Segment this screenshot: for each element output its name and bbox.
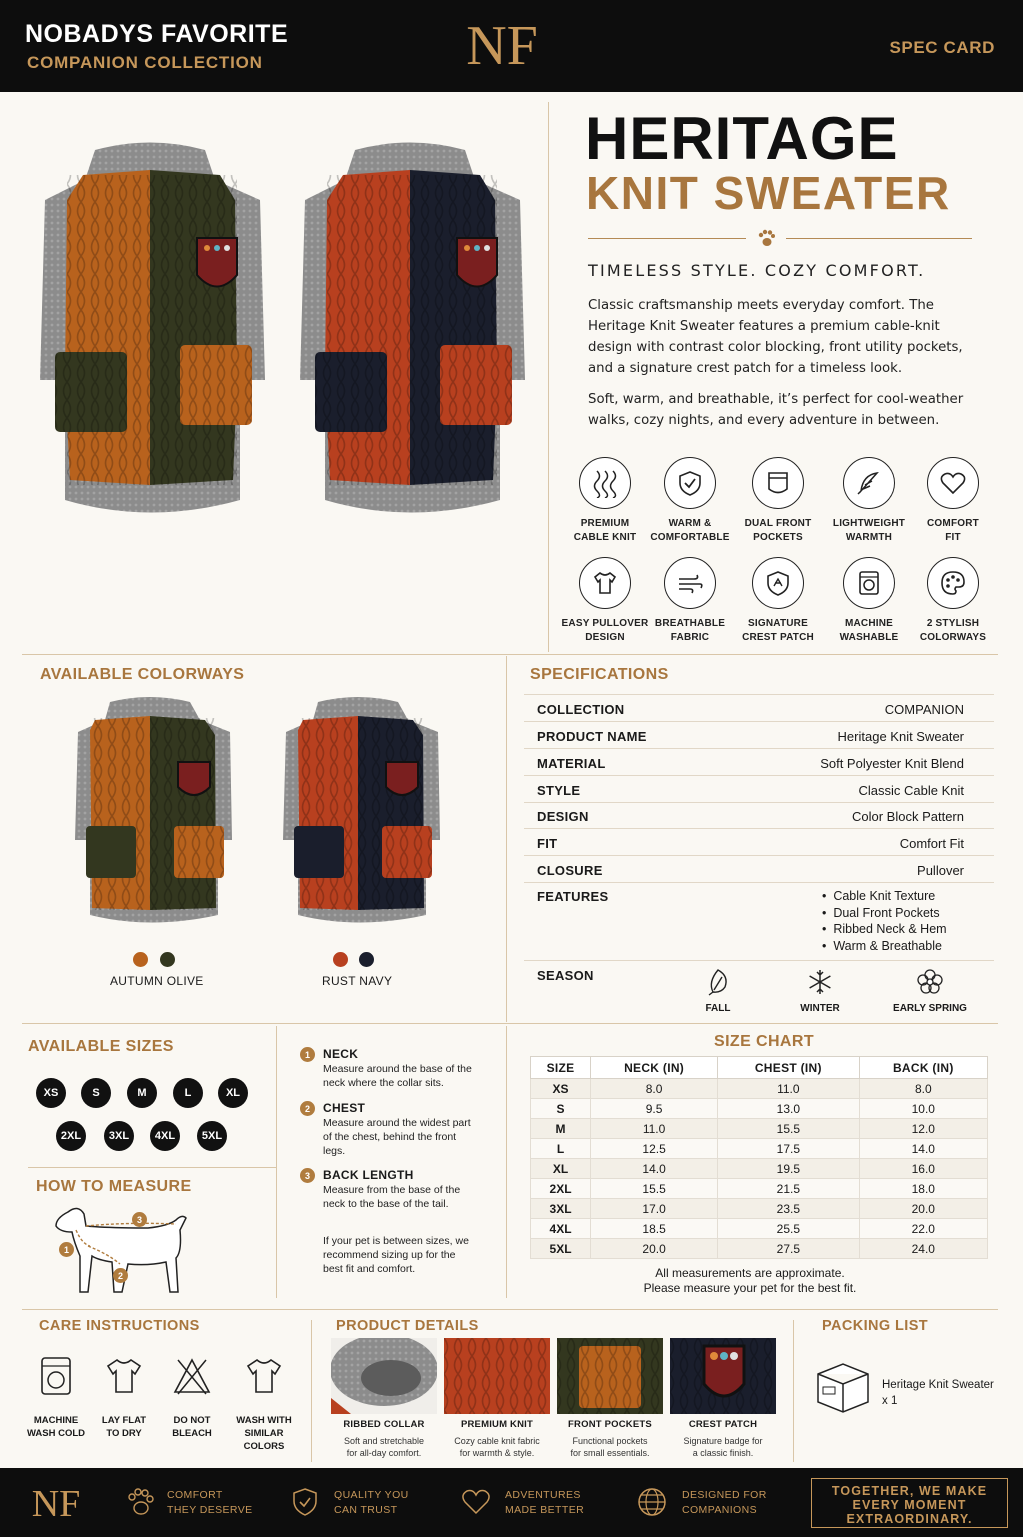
- size-chart-cell: 15.5: [718, 1119, 860, 1139]
- size-chart-cell: S: [531, 1099, 591, 1119]
- detail-image-premium-knit: [444, 1338, 550, 1414]
- size-chart-cell: 17.0: [591, 1199, 718, 1219]
- feature-premium-cable-knit: PREMIUM CABLE KNIT: [560, 457, 650, 545]
- size-chart-cell: 27.5: [718, 1239, 860, 1259]
- size-chart-cell: 14.0: [859, 1139, 987, 1159]
- feature-dual-front-pockets: DUAL FRONT POCKETS: [733, 457, 823, 545]
- product-title-line1: HERITAGE: [585, 105, 899, 172]
- spec-key: MATERIAL: [537, 756, 606, 771]
- description-paragraph-2: Soft, warm, and breathable, it’s perfect for cool-weather walks, cozy nights, and every adventure in between.: [588, 392, 964, 428]
- detail-image-crest-patch: [670, 1338, 776, 1414]
- size-chart-cell: 12.5: [591, 1139, 718, 1159]
- size-5xl[interactable]: 5XL: [197, 1121, 227, 1151]
- knit-icon: [579, 457, 631, 509]
- tshirt-icon: [244, 1356, 284, 1396]
- colorway-autumn-olive-image: [75, 697, 232, 923]
- header-bar: [0, 0, 1023, 92]
- flower-icon: [916, 968, 944, 996]
- shield-check-icon: [664, 457, 716, 509]
- size-chart-header: BACK (IN): [859, 1057, 987, 1079]
- size-4xl[interactable]: 4XL: [150, 1121, 180, 1151]
- step-title-neck: NECK: [323, 1047, 359, 1061]
- detail-image-ribbed-collar: [331, 1338, 437, 1414]
- washer-icon: [38, 1356, 74, 1396]
- size-xl[interactable]: XL: [218, 1078, 248, 1108]
- size-chart-cell: 4XL: [531, 1219, 591, 1239]
- feature-warm-comfortable: WARM & COMFORTABLE: [645, 457, 735, 545]
- washer-icon: [843, 557, 895, 609]
- autumn-swatch[interactable]: [133, 952, 148, 967]
- feature-signature-crest: SIGNATURE CREST PATCH: [733, 557, 823, 645]
- care-lay-flat: LAY FLAT TO DRY: [89, 1356, 159, 1440]
- rust-swatch[interactable]: [333, 952, 348, 967]
- step-title-back-length: BACK LENGTH: [323, 1168, 414, 1182]
- spec-key: COLLECTION: [537, 702, 625, 717]
- spec-row: [524, 802, 994, 829]
- tshirt-icon: [104, 1356, 144, 1396]
- footer-slogan-box: TOGETHER, WE MAKE EVERY MOMENT EXTRAORDINARY.: [811, 1478, 1008, 1528]
- size-chart-cell: L: [531, 1139, 591, 1159]
- care-wash-similar: WASH WITH SIMILAR COLORS: [229, 1356, 299, 1453]
- care-no-bleach: DO NOT BLEACH: [157, 1356, 227, 1440]
- spec-key: DESIGN: [537, 809, 589, 824]
- size-xs[interactable]: XS: [36, 1078, 66, 1108]
- step-number-2: 2: [300, 1101, 315, 1116]
- snowflake-icon: [806, 968, 834, 996]
- size-chart-cell: 18.0: [859, 1179, 987, 1199]
- detail-caption-front-pockets: FRONT POCKETS Functional pockets for small essentials.: [568, 1419, 652, 1458]
- sizing-note: If your pet is between sizes, we recommend sizing up for the best fit and comfort.: [323, 1235, 469, 1275]
- season-label: SEASON: [537, 968, 594, 983]
- step-desc-chest: Measure around the widest part of the chest, behind the front legs.: [323, 1117, 471, 1157]
- size-m[interactable]: M: [127, 1078, 157, 1108]
- footer-adventures: ADVENTURES MADE BETTER: [505, 1489, 585, 1516]
- spec-key: PRODUCT NAME: [537, 729, 647, 744]
- paw-icon: [756, 228, 776, 248]
- table-row: [531, 1199, 988, 1219]
- size-chart-cell: 8.0: [859, 1079, 987, 1099]
- feature-breathable-fabric: BREATHABLE FABRIC: [645, 557, 735, 645]
- navy-swatch[interactable]: [359, 952, 374, 967]
- description-paragraph-1: Classic craftsmanship meets everyday comfort. The Heritage Knit Sweater features a premium cable-knit design with contrast color blocking, front utility pockets, and a signature crest patch for a timeless look.: [588, 298, 963, 376]
- size-chart-cell: 16.0: [859, 1159, 987, 1179]
- svg-text:NF: NF: [466, 15, 538, 74]
- product-details-title: PRODUCT DETAILS: [336, 1318, 479, 1334]
- detail-caption-ribbed-collar: RIBBED COLLAR Soft and stretchable for all-day comfort.: [343, 1419, 425, 1458]
- leaf-icon: [705, 968, 731, 996]
- season-fall: FALL: [668, 968, 768, 1014]
- size-chart-cell: 12.0: [859, 1119, 987, 1139]
- table-row: [531, 1239, 988, 1259]
- size-chart-cell: 13.0: [718, 1099, 860, 1119]
- season-early-spring: EARLY SPRING: [880, 968, 980, 1014]
- size-chart-cell: 23.5: [718, 1199, 860, 1219]
- spec-value: Comfort Fit: [899, 836, 964, 851]
- size-chart-cell: 10.0: [859, 1099, 987, 1119]
- footer-designed: DESIGNED FOR COMPANIONS: [682, 1489, 767, 1516]
- measure-marker-1: 1: [59, 1242, 74, 1257]
- size-chart-cell: 2XL: [531, 1179, 591, 1199]
- tagline: TIMELESS STYLE. COZY COMFORT.: [588, 261, 926, 280]
- size-chart-cell: 9.5: [591, 1099, 718, 1119]
- no-bleach-icon: [172, 1356, 212, 1396]
- specifications-title: SPECIFICATIONS: [530, 666, 669, 683]
- spec-key: CLOSURE: [537, 863, 603, 878]
- detail-image-front-pockets: [557, 1338, 663, 1414]
- size-chart-cell: 20.0: [859, 1199, 987, 1219]
- size-chart-cell: 5XL: [531, 1239, 591, 1259]
- size-l[interactable]: L: [173, 1078, 203, 1108]
- hero-sweater-rust-navy: [300, 143, 525, 513]
- colorway-name-rust-navy: RUST NAVY: [322, 974, 393, 988]
- size-chart-cell: 11.0: [718, 1079, 860, 1099]
- season-winter: WINTER: [770, 968, 870, 1014]
- spec-value: Heritage Knit Sweater: [837, 729, 964, 744]
- shield-check-icon: [289, 1486, 321, 1518]
- care-machine-wash: MACHINE WASH COLD: [21, 1356, 91, 1440]
- brand-name: NOBADYS FAVORITE: [25, 20, 289, 48]
- features-list: [822, 888, 947, 954]
- spec-value: Soft Polyester Knit Blend: [820, 756, 964, 771]
- spec-row: [524, 722, 994, 749]
- size-chart-note: All measurements are approximate. Please measure your pet for the best fit.: [643, 1266, 857, 1295]
- palette-icon: [927, 557, 979, 609]
- brand-subtitle: COMPANION COLLECTION: [27, 53, 263, 72]
- spec-key: FIT: [537, 836, 558, 851]
- size-chart-cell: 3XL: [531, 1199, 591, 1219]
- table-row: [531, 1119, 988, 1139]
- table-row: [531, 1099, 988, 1119]
- feature-bullet: • Warm & Breathable: [822, 938, 942, 953]
- crest-icon: [752, 557, 804, 609]
- box-icon: [814, 1360, 872, 1416]
- spec-row: [524, 856, 994, 883]
- footer-quality: QUALITY YOU CAN TRUST: [334, 1489, 409, 1516]
- size-chart-cell: XL: [531, 1159, 591, 1179]
- table-row: [531, 1159, 988, 1179]
- step-desc-back-length: Measure from the base of the neck to the base of the tail.: [323, 1184, 461, 1210]
- sizes-title: AVAILABLE SIZES: [28, 1038, 174, 1055]
- spec-card-label: SPEC CARD: [889, 38, 995, 57]
- feature-comfort-fit: COMFORT FIT: [908, 457, 998, 545]
- size-chart-cell: XS: [531, 1079, 591, 1099]
- packing-list-title: PACKING LIST: [822, 1318, 929, 1334]
- size-chart-cell: 15.5: [591, 1179, 718, 1199]
- step-number-3: 3: [300, 1168, 315, 1183]
- size-chart-header: CHEST (IN): [718, 1057, 860, 1079]
- size-chart-cell: 25.5: [718, 1219, 860, 1239]
- footer-comfort: COMFORT THEY DESERVE: [167, 1489, 253, 1516]
- size-3xl[interactable]: 3XL: [104, 1121, 134, 1151]
- size-s[interactable]: S: [81, 1078, 111, 1108]
- colorway-sweater-images: [70, 690, 490, 940]
- spec-value: Color Block Pattern: [852, 809, 964, 824]
- feature-lightweight-warmth: LIGHTWEIGHT WARMTH: [824, 457, 914, 545]
- feather-icon: [843, 457, 895, 509]
- nf-footer-logo: [28, 1480, 84, 1524]
- spec-key: STYLE: [537, 783, 581, 798]
- size-chart-cell: 22.0: [859, 1219, 987, 1239]
- nf-logo: [462, 14, 542, 74]
- hero-sweater-autumn-olive: [40, 143, 265, 513]
- colorway-name-autumn-olive: AUTUMN OLIVE: [110, 974, 204, 988]
- spec-value: Classic Cable Knit: [858, 783, 964, 798]
- feature-bullet: • Cable Knit Texture: [822, 889, 936, 903]
- care-title: CARE INSTRUCTIONS: [39, 1318, 200, 1334]
- size-chart-header: SIZE: [531, 1057, 591, 1079]
- size-chart-cell: 17.5: [718, 1139, 860, 1159]
- size-chart-cell: 20.0: [591, 1239, 718, 1259]
- spec-row: [524, 749, 994, 776]
- table-row: [531, 1179, 988, 1199]
- pocket-icon: [752, 457, 804, 509]
- heart-icon: [460, 1486, 492, 1518]
- feature-two-colorways: 2 STYLISH COLORWAYS: [908, 557, 998, 645]
- size-chart-table: [530, 1056, 988, 1259]
- measure-marker-2: 2: [113, 1268, 128, 1283]
- colorways-title: AVAILABLE COLORWAYS: [40, 666, 245, 683]
- product-title-line2: KNIT SWEATER: [586, 167, 951, 219]
- size-chart-cell: 18.5: [591, 1219, 718, 1239]
- svg-text:NF: NF: [31, 1483, 81, 1524]
- tshirt-icon: [579, 557, 631, 609]
- size-chart-cell: 8.0: [591, 1079, 718, 1099]
- size-2xl[interactable]: 2XL: [56, 1121, 86, 1151]
- heart-icon: [927, 457, 979, 509]
- size-chart-header: NECK (IN): [591, 1057, 718, 1079]
- size-chart-cell: M: [531, 1119, 591, 1139]
- detail-caption-premium-knit: PREMIUM KNIT Cozy cable knit fabric for warmth & style.: [454, 1419, 540, 1458]
- size-chart-cell: 21.5: [718, 1179, 860, 1199]
- globe-icon: [636, 1486, 668, 1518]
- size-chart-cell: 19.5: [718, 1159, 860, 1179]
- feature-machine-washable: MACHINE WASHABLE: [824, 557, 914, 645]
- colorway-rust-navy-image: [283, 697, 440, 923]
- detail-caption-crest-patch: CREST PATCH Signature badge for a classic finish.: [683, 1419, 763, 1458]
- table-row: [531, 1079, 988, 1099]
- paw-icon: [124, 1486, 156, 1518]
- size-chart-title: SIZE CHART: [714, 1033, 814, 1050]
- spec-row: [524, 776, 994, 803]
- spec-row: [524, 829, 994, 856]
- table-row: [531, 1219, 988, 1239]
- how-to-measure-title: HOW TO MEASURE: [36, 1178, 192, 1195]
- spec-row: [524, 695, 994, 722]
- feature-bullet: • Dual Front Pockets: [822, 905, 940, 920]
- spec-row-features: FEATURES: [524, 882, 994, 961]
- olive-swatch[interactable]: [160, 952, 175, 967]
- size-chart-cell: 11.0: [591, 1119, 718, 1139]
- step-number-1: 1: [300, 1047, 315, 1062]
- feature-bullet: • Ribbed Neck & Hem: [822, 922, 947, 937]
- size-chart-cell: 24.0: [859, 1239, 987, 1259]
- table-row: [531, 1139, 988, 1159]
- hero-sweater-images: [25, 130, 545, 530]
- spec-value: COMPANION: [884, 702, 964, 717]
- feature-easy-pullover: EASY PULLOVER DESIGN: [560, 557, 650, 645]
- spec-value: Pullover: [917, 863, 964, 878]
- step-desc-neck: Measure around the base of the neck where the collar sits.: [323, 1063, 472, 1089]
- measure-marker-3: 3: [132, 1212, 147, 1227]
- size-chart-cell: 14.0: [591, 1159, 718, 1179]
- wind-icon: [664, 557, 716, 609]
- step-title-chest: CHEST: [323, 1101, 366, 1115]
- packing-item: Heritage Knit Sweater x 1: [882, 1379, 994, 1407]
